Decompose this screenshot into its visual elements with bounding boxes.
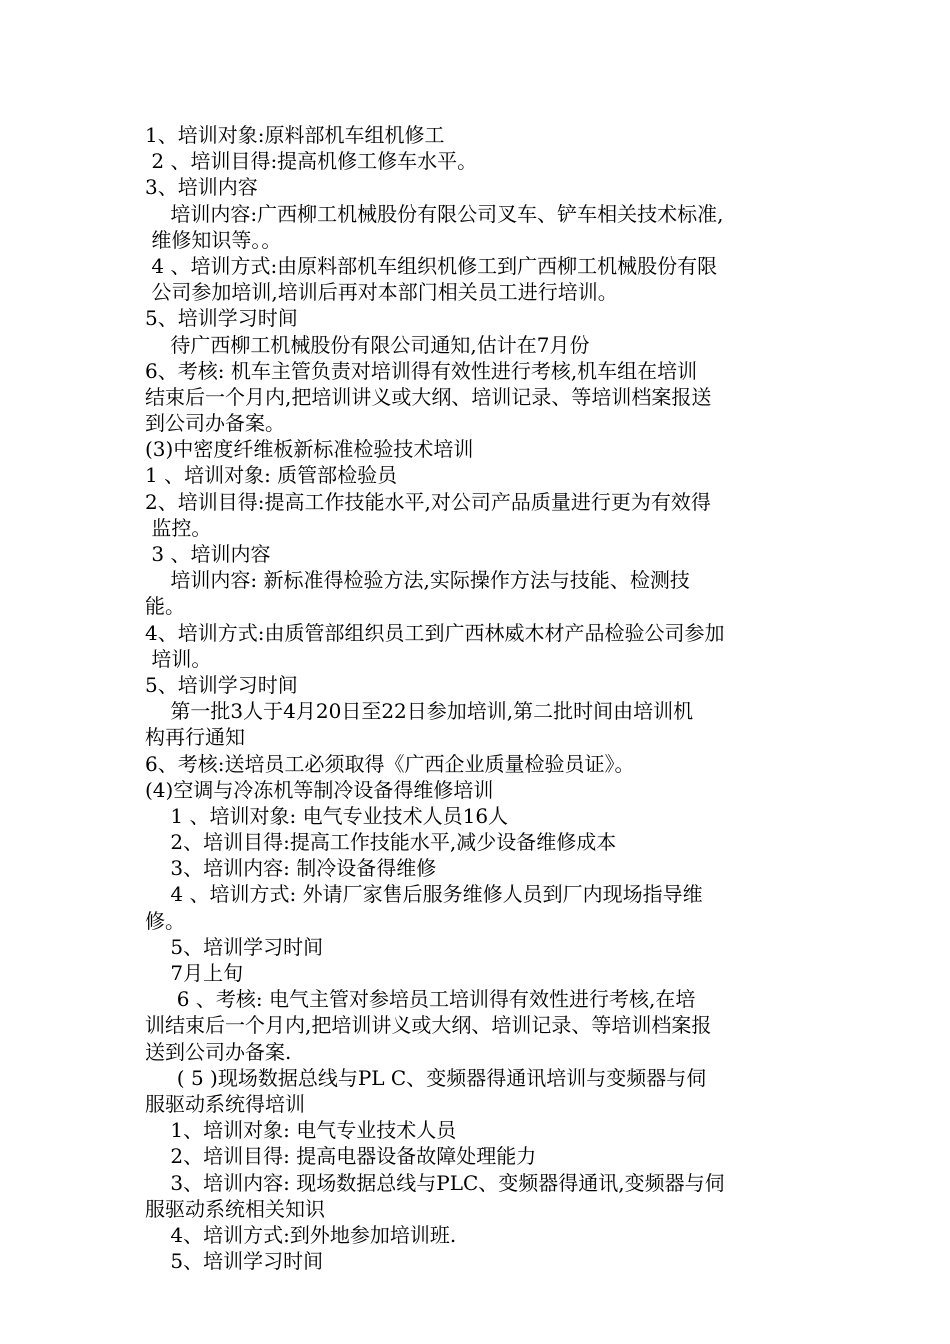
text-line: 4、培训方式:由质管部组织员工到广西林威木材产品检验公司参加	[145, 620, 725, 645]
text-line: 训结束后一个月内,把培训讲义或大纲、培训记录、等培训档案报	[145, 1013, 712, 1038]
text-line: 5、培训学习时间	[145, 306, 298, 331]
text-line: 4 、培训方式:由原料部机车组织机修工到广西柳工机械股份有限	[145, 253, 718, 278]
text-line: ( 5 )现场数据总线与PL C、变频器得通讯培训与变频器与伺	[145, 1065, 707, 1090]
text-line: 3 、培训内容	[145, 542, 271, 566]
text-line: 4、培训方式:到外地参加培训班.	[145, 1222, 457, 1247]
text-line: 服驱动系统相关知识	[145, 1196, 325, 1221]
text-line: 送到公司办备案.	[145, 1039, 292, 1064]
text-line: 待广西柳工机械股份有限公司通知,估计在7月份	[145, 332, 590, 357]
text-line: 1 、培训对象: 质管部检验员	[145, 463, 398, 488]
text-line: 构再行通知	[145, 725, 245, 750]
text-line: 2、培训目得:提高工作技能水平,对公司产品质量进行更为有效得	[145, 489, 711, 514]
text-line: 5、培训学习时间	[145, 672, 298, 697]
text-line: 监控。	[145, 515, 212, 540]
text-line: 公司参加培训,培训后再对本部门相关员工进行培训。	[145, 280, 618, 305]
text-line: 培训内容:广西柳工机械股份有限公司叉车、铲车相关技术标准,	[145, 201, 724, 226]
text-line: 培训。	[145, 646, 212, 671]
text-line: 2 、培训目得:提高机修工修车水平。	[145, 149, 478, 174]
text-line: 结束后一个月内,把培训讲义或大纲、培训记录、等培训档案报送	[145, 384, 712, 409]
text-line: 6、考核: 机车主管负责对培训得有效性进行考核,机车组在培训	[145, 358, 698, 383]
text-line: (3)中密度纤维板新标准检验技术培训	[145, 437, 474, 462]
text-line: 维修知识等。。	[145, 227, 282, 252]
text-line: 3、培训内容: 制冷设备得维修	[145, 856, 437, 881]
text-line: 3、培训内容	[145, 175, 258, 200]
text-line: 修。	[145, 908, 185, 933]
text-line: 能。	[145, 594, 185, 619]
text-line: 1、培训对象: 电气专业技术人员	[145, 1118, 457, 1143]
text-line: 4 、培训方式: 外请厂家售后服务维修人员到厂内现场指导维	[145, 882, 703, 907]
text-line: 5、培训学习时间	[145, 1249, 324, 1274]
text-line: 到公司办备案。	[145, 411, 285, 436]
text-line: 5、培训学习时间	[145, 934, 324, 959]
text-line: 6、考核:送培员工必须取得《广西企业质量检验员证》。	[145, 751, 635, 776]
text-line: 2、培训目得:提高工作技能水平,减少设备维修成本	[145, 830, 617, 855]
text-line: (4)空调与冷冻机等制冷设备得维修培训	[145, 777, 494, 802]
text-line: 第一批3人于4月20日至22日参加培训,第二批时间由培训机	[145, 699, 694, 724]
text-line: 3、培训内容: 现场数据总线与PLC、变频器得通讯,变频器与伺	[145, 1170, 725, 1195]
text-line: 服驱动系统得培训	[145, 1091, 305, 1116]
text-line: 7月上旬	[145, 961, 244, 985]
text-line: 培训内容: 新标准得检验方法,实际操作方法与技能、检测技	[145, 568, 690, 593]
text-line: 6 、考核: 电气主管对参培员工培训得有效性进行考核,在培	[145, 987, 696, 1012]
text-line: 1 、培训对象: 电气专业技术人员16人	[145, 803, 509, 828]
text-line: 2、培训目得: 提高电器设备故障处理能力	[145, 1144, 537, 1169]
document-body	[145, 122, 805, 1274]
text-line: 1、培训对象:原料部机车组机修工	[145, 123, 445, 147]
